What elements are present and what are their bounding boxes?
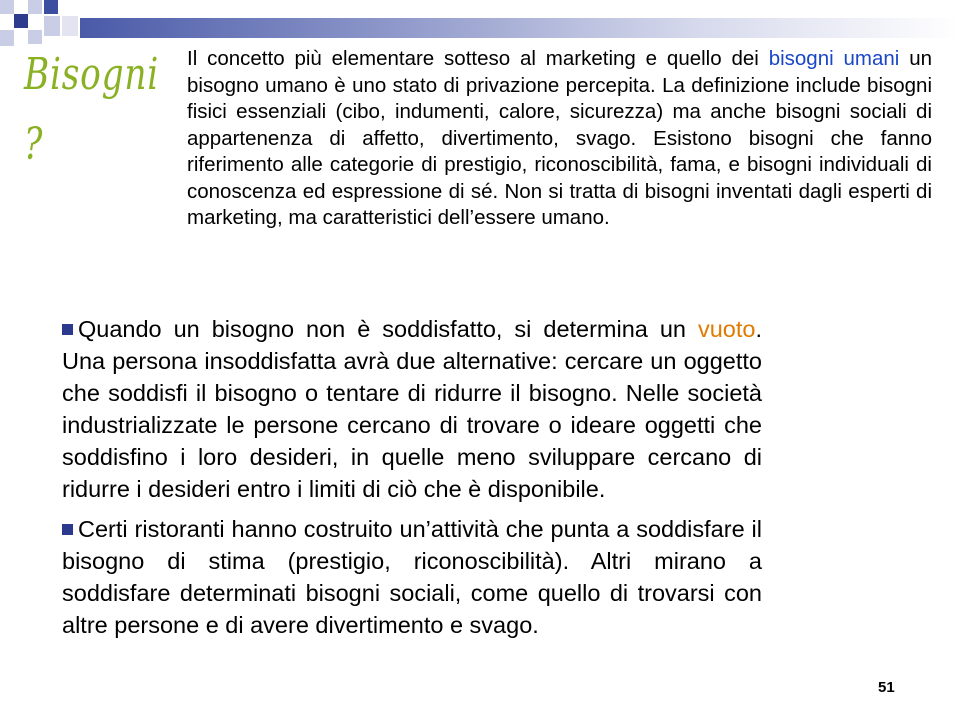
intro-paragraph	[187, 46, 932, 232]
title-line-1: Bisogni	[24, 49, 159, 100]
decor-square	[28, 0, 42, 14]
header-gradient-bar	[80, 18, 960, 38]
bullet-item	[62, 313, 762, 505]
title-line-2: ?	[24, 119, 44, 170]
decor-square	[44, 16, 60, 36]
intro-text-2: un bisogno umano è uno stato di privazione percepita. La definizione include bisogni fisici essenziali (cibo, indumenti, calore, sicurezza) ma anche bisogni sociali di appartenenza di affetto, divertimento, svago. Esistono bisogni che fanno riferimento alle categorie di prestigio, riconoscibilità, fama, e bisogni individuali di conoscenza ed espressione di sé. Non si tratta di bisogni inventati dagli esperti di marketing, ma caratteristici dell’essere umano.	[187, 47, 932, 229]
bullet1-highlight: vuoto	[697, 316, 756, 342]
page-number: 51	[878, 679, 895, 696]
slide-title	[24, 40, 159, 180]
decor-square	[14, 14, 28, 28]
decor-square	[0, 0, 14, 14]
decor-square	[44, 0, 58, 14]
bullet-item	[62, 513, 762, 641]
decor-square	[0, 30, 14, 46]
bullet1-text-2: . Una persona insoddisfatta avrà due alternative: cercare un oggetto che soddisfi il bisogno o tentare di ridurre il bisogno. Nelle società industrializzate le persone cercano di trovare o ideare oggetti che soddisfino i loro desideri, in quelle meno sviluppare cercano di ridurre i desideri entro i limiti di ciò che è disponibile.	[62, 316, 762, 502]
bullet-square-icon	[62, 524, 73, 535]
decor-square	[62, 16, 78, 36]
bullet1-text-1: Quando un bisogno non è soddisfatto, si determina un	[78, 316, 698, 342]
intro-text-1: Il concetto più elementare sotteso al marketing e quello dei	[187, 47, 769, 70]
bullet-list	[62, 313, 762, 649]
intro-highlight: bisogni umani	[768, 47, 900, 70]
bullet-square-icon	[62, 324, 73, 335]
bullet2-text: Certi ristoranti hanno costruito un’attività che punta a soddisfare il bisogno di stima (prestigio, riconoscibilità). Altri mirano a soddisfare determinati bisogni sociali, come quello di trovarsi con altre persone e di avere divertimento e svago.	[62, 516, 762, 638]
